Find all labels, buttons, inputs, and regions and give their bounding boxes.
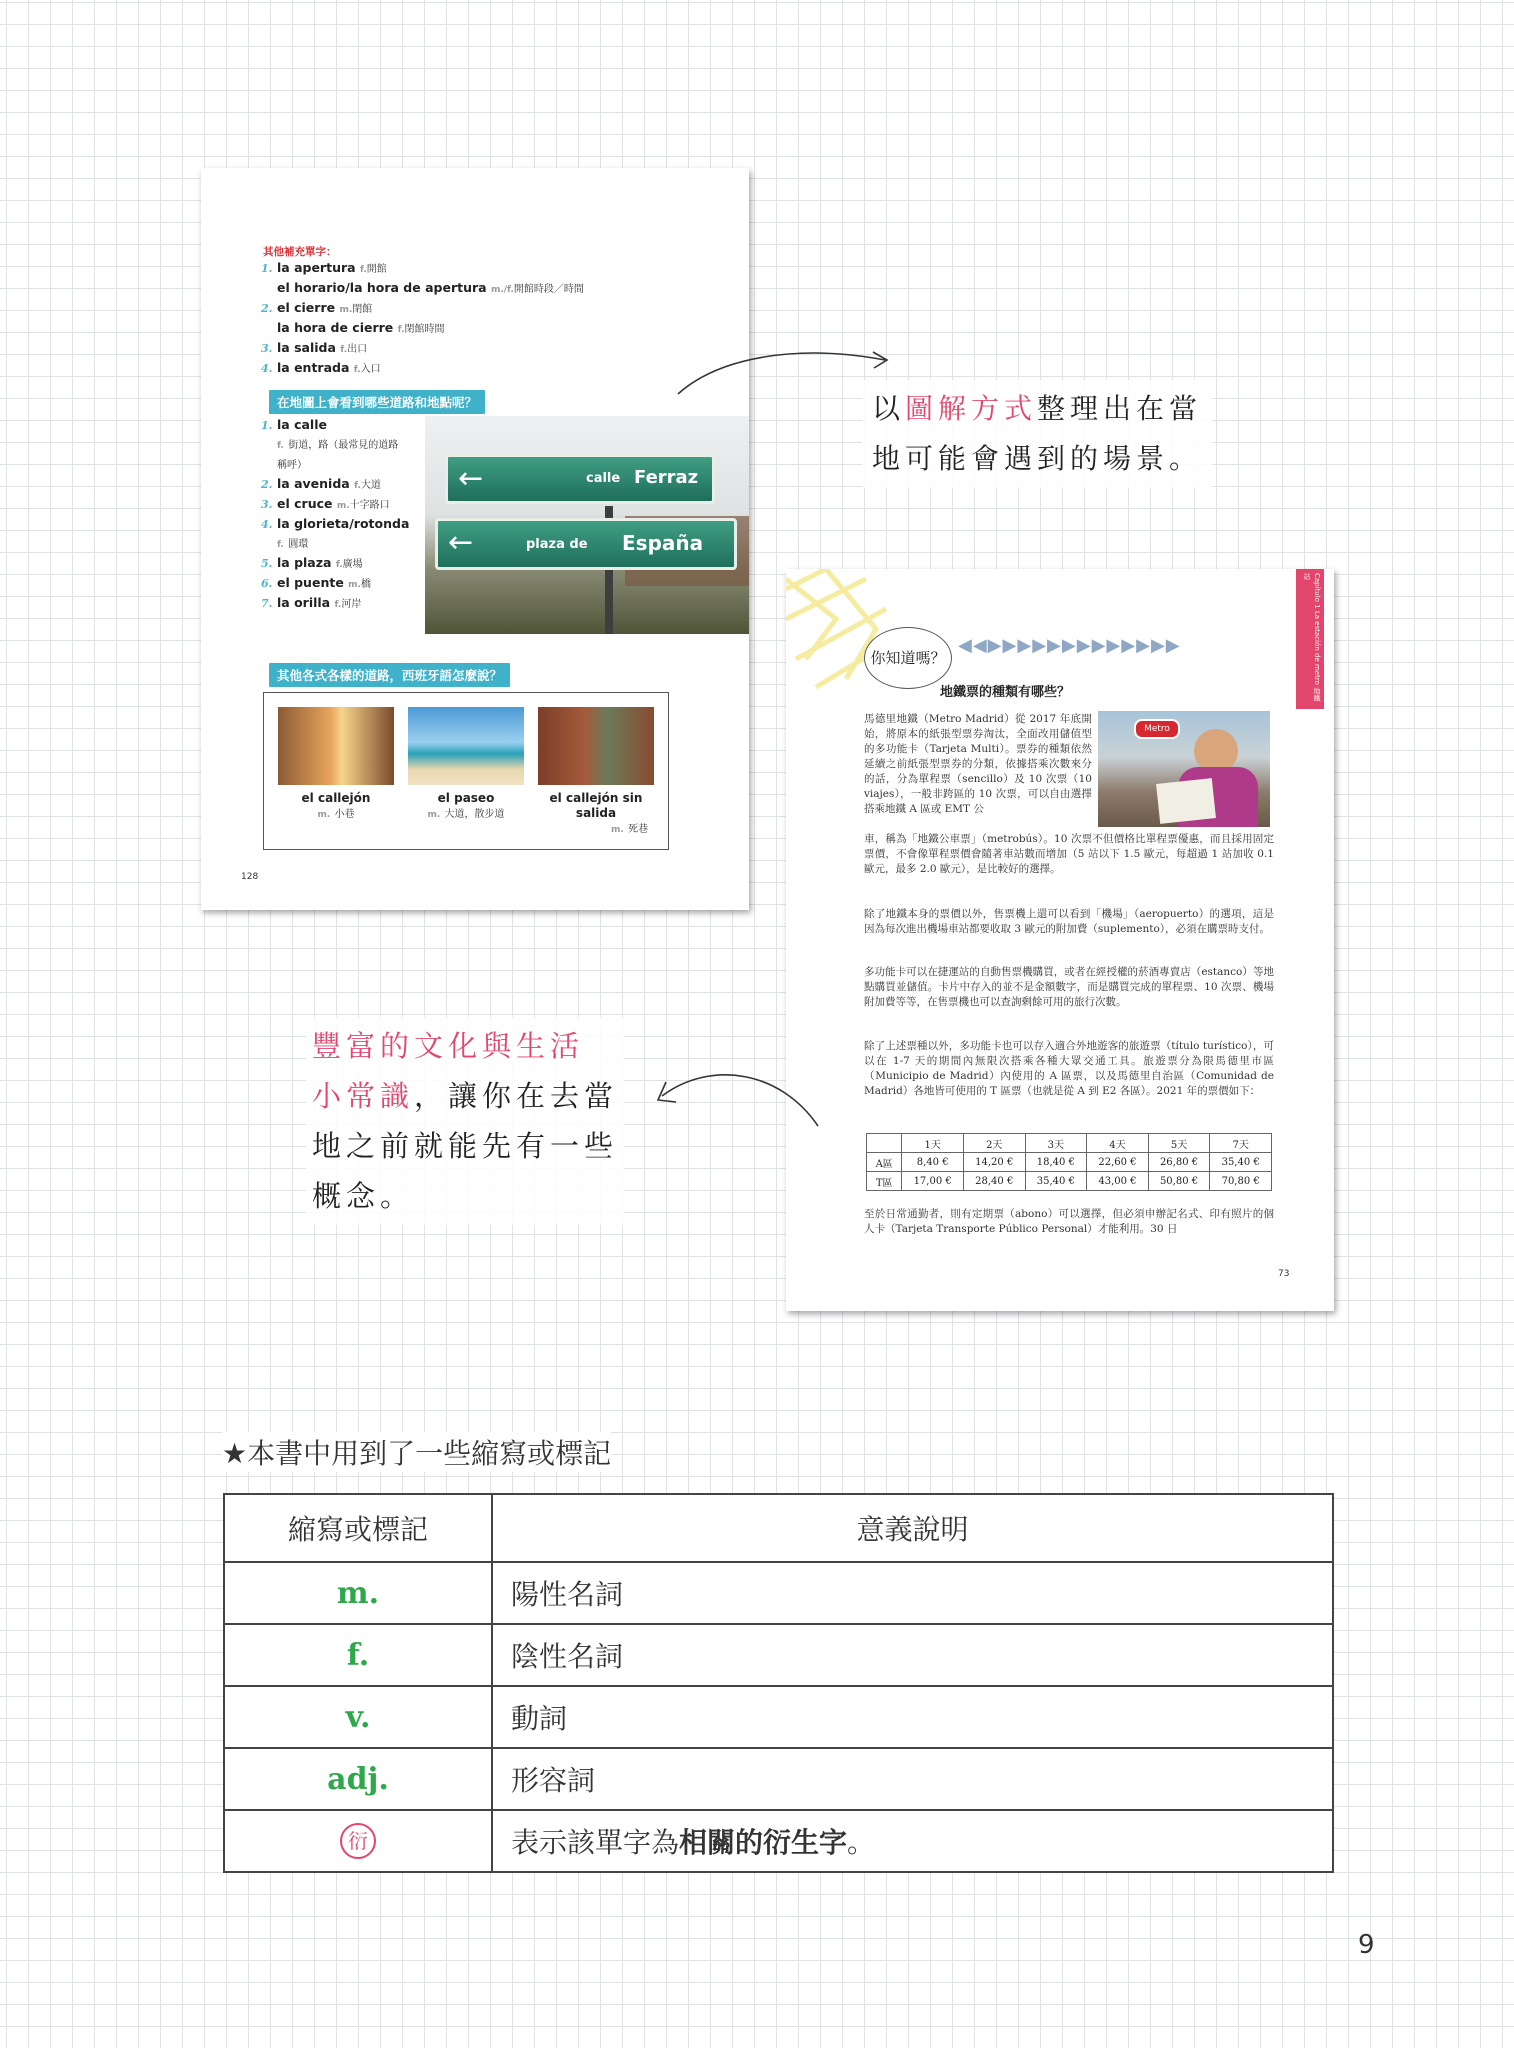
paragraph: 除了地鐵本身的票價以外，售票機上還可以看到「機場」（aeropuerto）的選項，這是因為每次進出機場車站都要收取 3 歐元的附加費（suplemento），必須在購票時支付。 bbox=[864, 908, 1274, 935]
road-caption: el callejón sin salida m. 死巷 bbox=[549, 791, 648, 835]
list-item: 3. la salida f.出口 bbox=[261, 340, 368, 355]
chapter-tab: Capítulo 1 La estación de metro 地鐵站 bbox=[1296, 569, 1324, 709]
section-heading-map: 在地圖上會看到哪些道路和地點呢？ bbox=[269, 390, 485, 414]
list-item: f. 圓環 bbox=[277, 539, 309, 550]
list-item: 2. la avenida f.大道 bbox=[261, 476, 381, 491]
table-row bbox=[224, 1494, 1333, 1562]
places-list bbox=[261, 416, 431, 614]
abbr-mark: m. bbox=[336, 1575, 380, 1611]
list-item: 1. la apertura f.開館 bbox=[261, 260, 387, 275]
page-number: 128 bbox=[241, 872, 259, 882]
street-sign-photo bbox=[425, 416, 749, 634]
article-title: 地鐵票的種類有哪些？ bbox=[940, 685, 1071, 700]
sign-calle: ← calle Ferraz bbox=[445, 454, 715, 504]
annotation-culture: 豐富的文化與生活 小常識，讓你在去當 地之前就能先有一些 概念。 bbox=[306, 1017, 624, 1225]
abbr-mark: v. bbox=[345, 1699, 371, 1735]
list-item: 2. el cierre m.閉館 bbox=[261, 300, 373, 315]
sign-plaza: ← plaza de España bbox=[435, 518, 737, 570]
callejon-photo bbox=[278, 707, 394, 785]
paseo-photo bbox=[408, 707, 524, 785]
table-row bbox=[224, 1624, 1333, 1686]
metro-logo: Metro bbox=[1134, 719, 1180, 739]
page-number: 9 bbox=[1358, 1930, 1375, 1960]
abbr-table bbox=[223, 1493, 1334, 1873]
sample-page-128 bbox=[201, 168, 749, 910]
map-paper bbox=[1156, 778, 1216, 824]
road-caption: el callejón m. 小巷 bbox=[301, 791, 371, 820]
abbr-meaning: 形容詞 bbox=[492, 1748, 1333, 1810]
list-item: 4. la glorieta/rotonda bbox=[261, 516, 410, 531]
table-row: 1天 2天 3天 4天 5天 7天 bbox=[867, 1134, 1272, 1153]
roads-box bbox=[263, 692, 669, 850]
table-row bbox=[224, 1748, 1333, 1810]
list-item: el horario/la hora de apertura m./f.開館時段／時間 bbox=[277, 280, 584, 295]
table-row bbox=[224, 1810, 1333, 1872]
curved-arrow-icon bbox=[640, 1060, 820, 1150]
triangle-decoration-icon: ◀◀▶▶▶▶▶▶▶▶▶▶▶▶▶ bbox=[958, 635, 1181, 656]
abbr-title: ★本書中用到了一些縮寫或標記 bbox=[222, 1432, 611, 1472]
list-item: 6. el puente m.橋 bbox=[261, 575, 371, 590]
annotation-illustration: 以圖解方式整理出在當 地可能會遇到的場景。 bbox=[862, 380, 1212, 488]
supplement-title: 其他補充單字： bbox=[263, 246, 337, 258]
list-item: 5. la plaza f.廣場 bbox=[261, 555, 363, 570]
paragraph: 多功能卡可以在捷運站的自動售票機購買，或者在經授權的菸酒專賣店（estanco）等地點購買並儲值。卡片中存入的並不是金額數字，而是購買完成的單程票、10 次票、機場附加費等等，在售票機也可以查詢剩餘可用的旅行次數。 bbox=[864, 966, 1274, 1008]
table-row: A區 8,40 € 14,20 € 18,40 € 22,60 € 26,80 € 35,40 € bbox=[867, 1153, 1272, 1172]
abbr-meaning: 陽性名詞 bbox=[492, 1562, 1333, 1624]
list-item: f. 街道，路（最常見的道路 bbox=[277, 440, 399, 451]
abbr-meaning: 動詞 bbox=[492, 1686, 1333, 1748]
abbr-mark: f. bbox=[346, 1637, 370, 1673]
list-item: 3. el cruce m.十字路口 bbox=[261, 496, 390, 511]
paragraph: 除了上述票種以外，多功能卡也可以存入適合外地遊客的旅遊票（título turístico），可以在 1-7 天的期間內無限次搭乘各種大眾交通工具。旅遊票分為限馬德里市區（Municipio de Madrid）內使用的 A 區票，以及馬德里自治區（Comunidad de Madrid）各地皆可使用的 T 區票（也就是從 A 到 E2 各區）。2021 年的票價如下： bbox=[864, 1040, 1274, 1097]
column-header: 縮寫或標記 bbox=[224, 1494, 492, 1562]
table-row: T區 17,00 € 28,40 € 35,40 € 43,00 € 50,80 € 70,80 € bbox=[867, 1172, 1272, 1191]
callejon-sin-salida-photo bbox=[538, 707, 654, 785]
list-item: la hora de cierre f.閉館時間 bbox=[277, 320, 445, 335]
sample-page-73 bbox=[786, 569, 1334, 1311]
abbr-meaning: 陰性名詞 bbox=[492, 1624, 1333, 1686]
list-item: 7. la orilla f.河岸 bbox=[261, 595, 362, 610]
list-item: 4. la entrada f.入口 bbox=[261, 360, 381, 375]
abbr-meaning: 表示該單字為相關的衍生字。 bbox=[492, 1810, 1333, 1872]
supplement-list bbox=[261, 259, 584, 379]
metro-photo bbox=[1098, 711, 1270, 827]
table-row bbox=[224, 1686, 1333, 1748]
fare-table bbox=[866, 1133, 1272, 1191]
list-item: 稱呼） bbox=[277, 460, 307, 471]
arrow-left-icon: ← bbox=[448, 525, 474, 560]
list-item: 1. la calle bbox=[261, 417, 327, 432]
page-number: 73 bbox=[1278, 1269, 1290, 1279]
section-heading-roads: 其他各式各樣的道路，西班牙語怎麼說？ bbox=[269, 663, 510, 687]
arrow-left-icon: ← bbox=[458, 461, 484, 496]
did-you-know-bubble: 你知道嗎？ bbox=[864, 627, 952, 689]
abbr-mark: adj. bbox=[327, 1761, 389, 1797]
paragraph: 至於日常通勤者，則有定期票（abono）可以選擇，但必須申辦記名式、印有照片的個人卡（Tarjeta Transporte Público Personal）才能利用。30 日 bbox=[864, 1208, 1274, 1235]
table-row bbox=[224, 1562, 1333, 1624]
paragraph: 車，稱為「地鐵公車票」（metrobús）。10 次票不但價格比單程票優惠，而且採用固定票價，不會像單程票價會隨著車站數而增加（5 站以下 1.5 歐元，每超過 1 站加收 0.1 歐元，最多 2.0 歐元），是比較好的選擇。 bbox=[864, 833, 1274, 875]
column-header: 意義說明 bbox=[492, 1494, 1333, 1562]
derivative-mark-icon: 衍 bbox=[340, 1823, 376, 1859]
paragraph: 馬德里地鐵（Metro Madrid）從 2017 年底開始，將原本的紙張型票券淘汰，全面改用儲值型的多功能卡（Tarjeta Multi）。票券的種類依然延續之前紙張型票券的分類，依據搭乘次數來分的話，分為單程票（sencillo）及 10 次票（10 viajes），一般非跨區的 10 次票，可以自由選擇搭乘地鐵 A 區或 EMT 公 bbox=[864, 713, 1092, 815]
road-caption: el paseo m. 大道，散步道 bbox=[427, 791, 505, 820]
